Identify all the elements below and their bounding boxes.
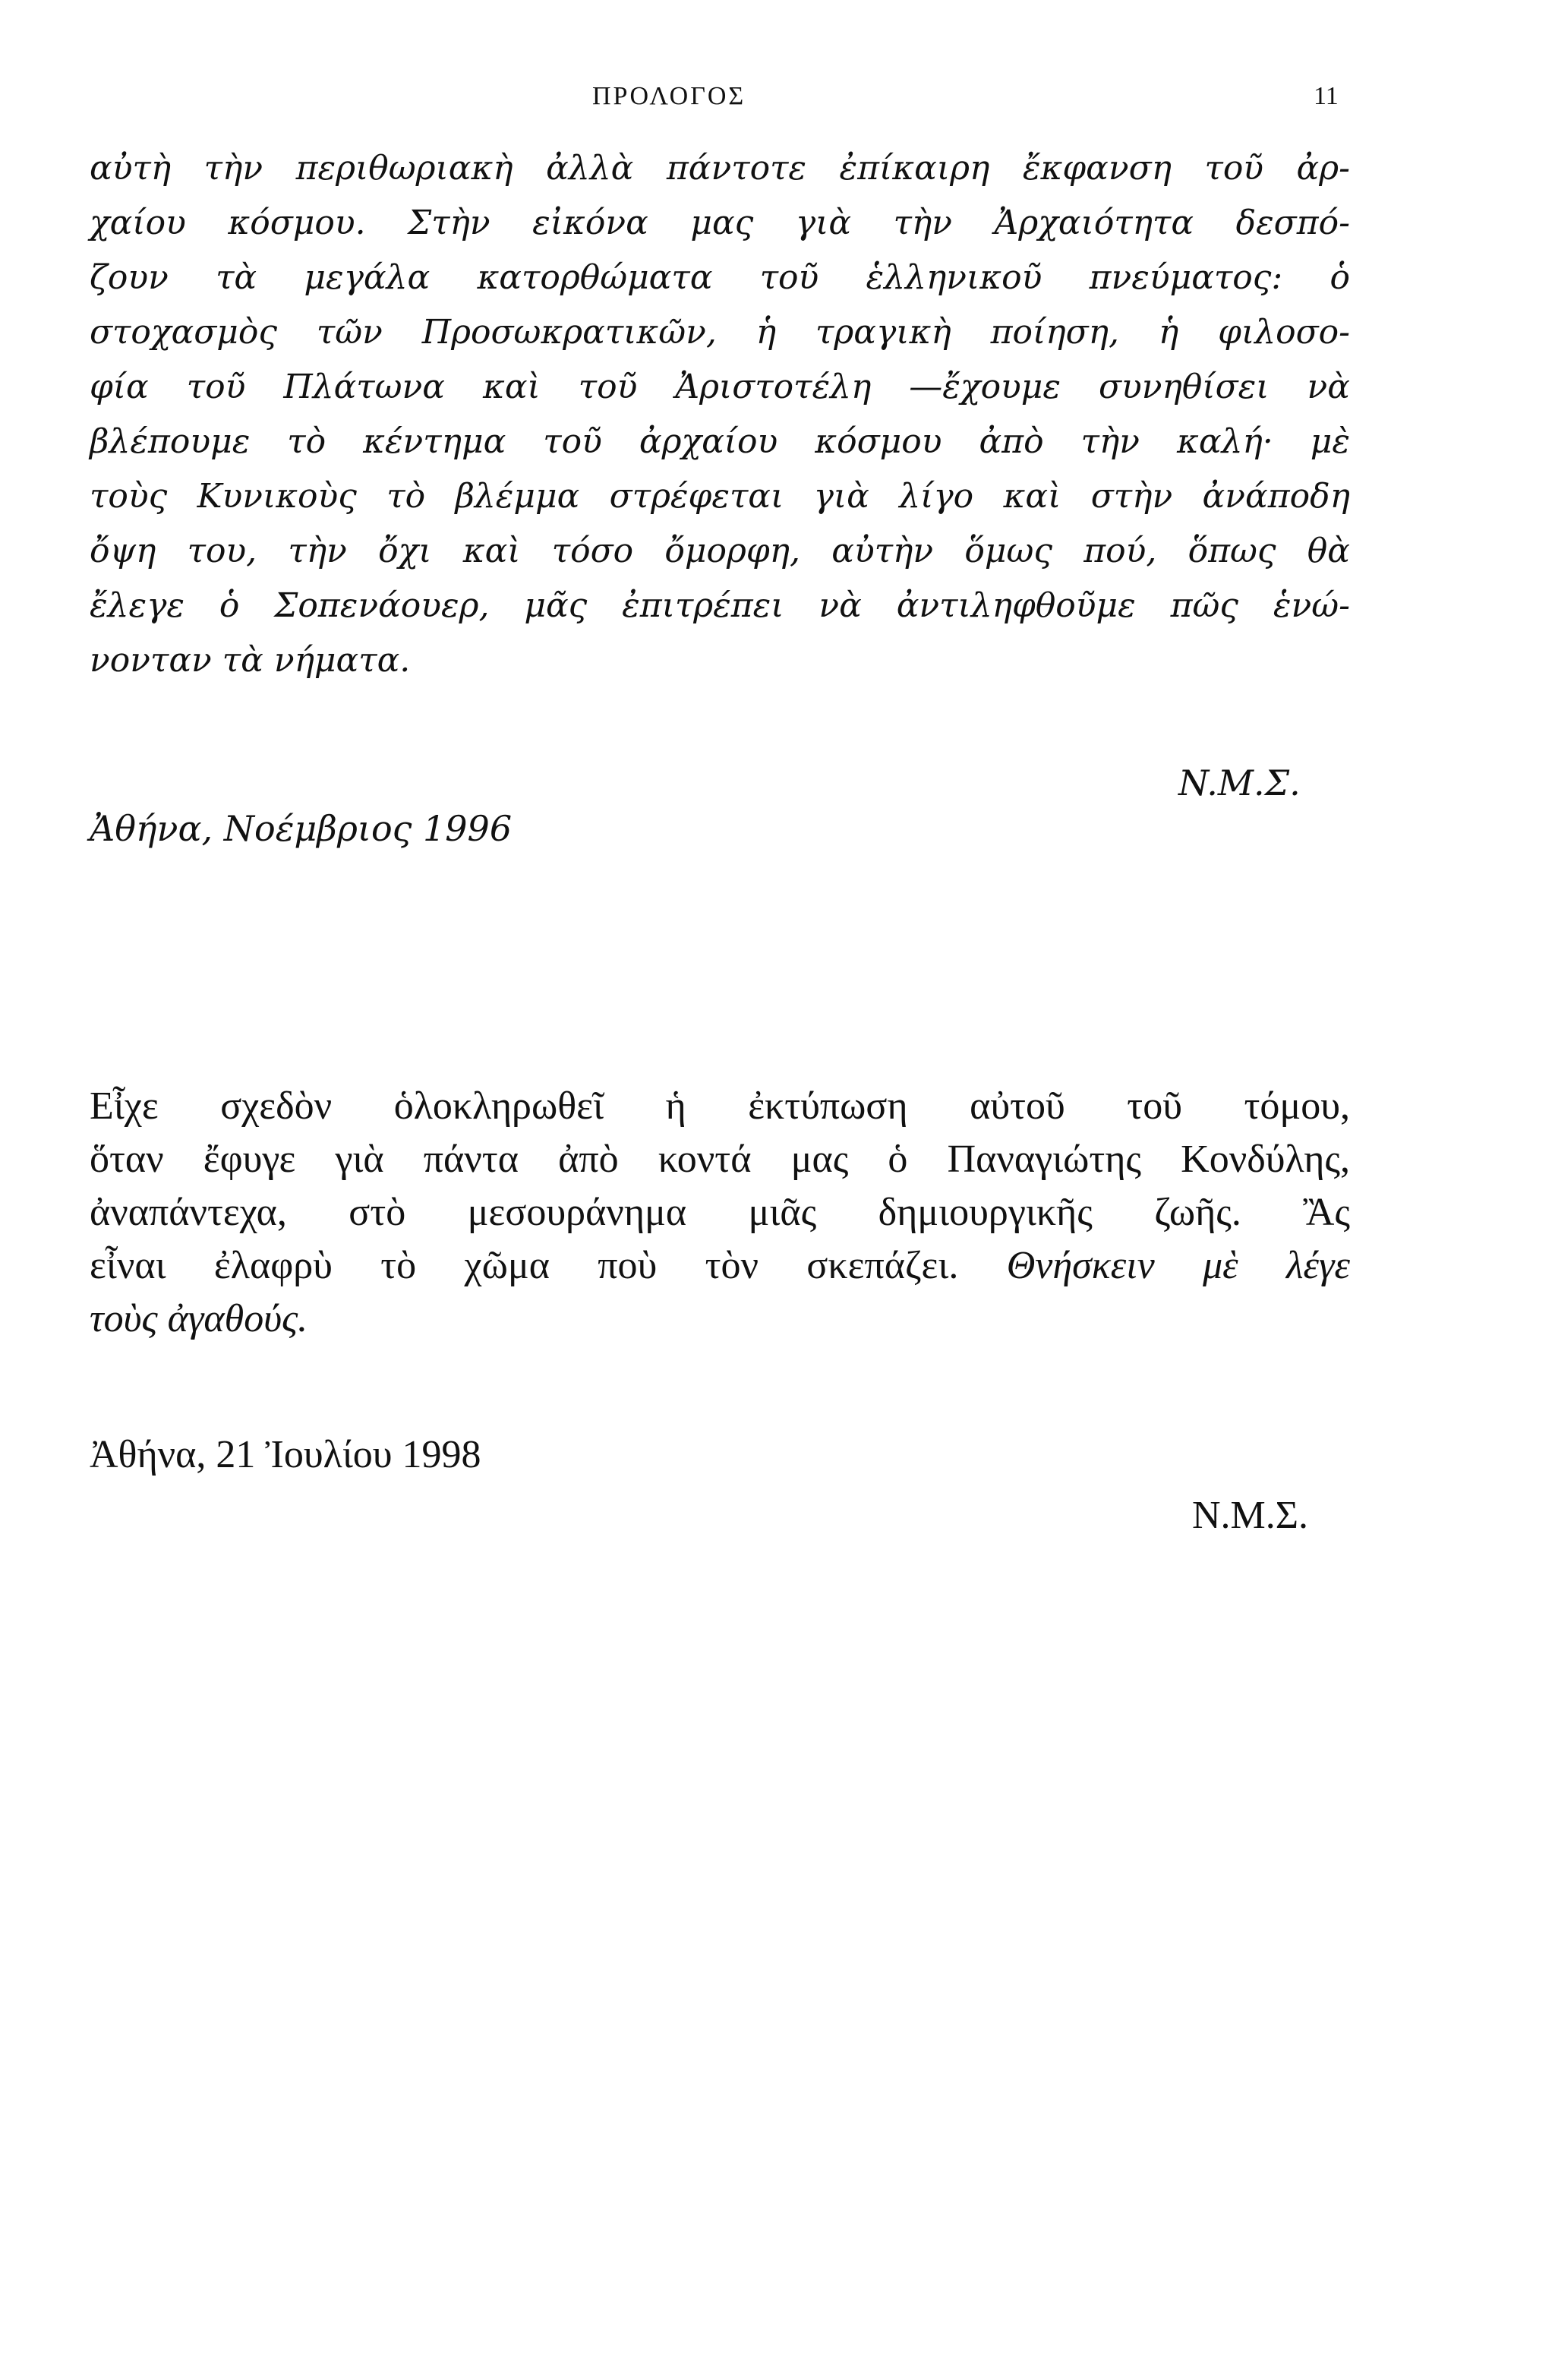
preface-line: φία τοῦ Πλάτωνα καὶ τοῦ Ἀριστοτέλη —ἔχουμε συνηθίσει νὰ — [90, 368, 1350, 406]
note-line — [90, 1239, 1350, 1293]
preface-signature: N.M.Σ. — [1178, 762, 1301, 803]
preface-line: ἔλεγε ὁ Σοπενάουερ, μᾶς ἐπιτρέπει νὰ ἀντιληφθοῦμε πῶς ἑνώ- — [90, 586, 1350, 625]
page-number: 11 — [1314, 82, 1339, 110]
preface-line: βλέπουμε τὸ κέντημα τοῦ ἀρχαίου κόσμου ἀπὸ τὴν καλή· μὲ — [90, 422, 1350, 461]
preface-line: ζουν τὰ μεγάλα κατορθώματα τοῦ ἑλληνικοῦ πνεύματος: ὁ — [90, 258, 1350, 297]
note-signature: N.M.Σ. — [1192, 1494, 1309, 1537]
note-line — [90, 1293, 1350, 1346]
preface-line: τοὺς Κυνικοὺς τὸ βλέμμα στρέφεται γιὰ λίγο καὶ στὴν ἀνάποδη — [90, 477, 1350, 516]
preface-line: χαίου κόσμου. Στὴν εἰκόνα μας γιὰ τὴν Ἀρχαιότητα δεσπό- — [90, 204, 1350, 242]
preface-date-place: Ἀθήνα, Νοέμβριος 1996 — [90, 808, 513, 849]
note-line-text: εἶναι ἐλαφρὺ τὸ χῶμα ποὺ τὸν σκεπάζει. — [90, 1244, 959, 1287]
preface-line: στοχασμὸς τῶν Προσωκρατικῶν, ἡ τραγικὴ ποίηση, ἡ φιλοσο- — [90, 313, 1350, 352]
quote-italic: Θνήσκειν μὲ λέγε — [1006, 1244, 1351, 1287]
preface-paragraph — [90, 141, 1350, 688]
running-title: ΠΡΟΛΟΓΟΣ — [592, 82, 746, 110]
preface-line: αὐτὴ τὴν περιθωριακὴ ἀλλὰ πάντοτε ἐπίκαιρη ἔκφανση τοῦ ἀρ- — [90, 149, 1350, 188]
quote-italic: τοὺς ἀγαθούς. — [90, 1297, 308, 1340]
note-line: ὅταν ἔφυγε γιὰ πάντα ἀπὸ κοντά μας ὁ Παναγιώτης Κονδύλης, — [90, 1138, 1350, 1181]
memorial-note — [90, 1080, 1350, 1346]
preface-line: νονταν τὰ νήματα. — [90, 641, 411, 680]
page-header — [0, 76, 1555, 137]
note-line: ἀναπάντεχα, στὸ μεσουράνημα μιᾶς δημιουργικῆς ζωῆς. Ἂς — [90, 1191, 1350, 1234]
preface-line: ὄψη του, τὴν ὄχι καὶ τόσο ὄμορφη, αὐτὴν ὅμως πού, ὅπως θὰ — [90, 532, 1350, 570]
note-date-place: Ἀθήνα, 21 Ἰουλίου 1998 — [90, 1433, 481, 1476]
note-line: Εἶχε σχεδὸν ὁλοκληρωθεῖ ἡ ἐκτύπωση αὐτοῦ τοῦ τόμου, — [90, 1084, 1350, 1128]
